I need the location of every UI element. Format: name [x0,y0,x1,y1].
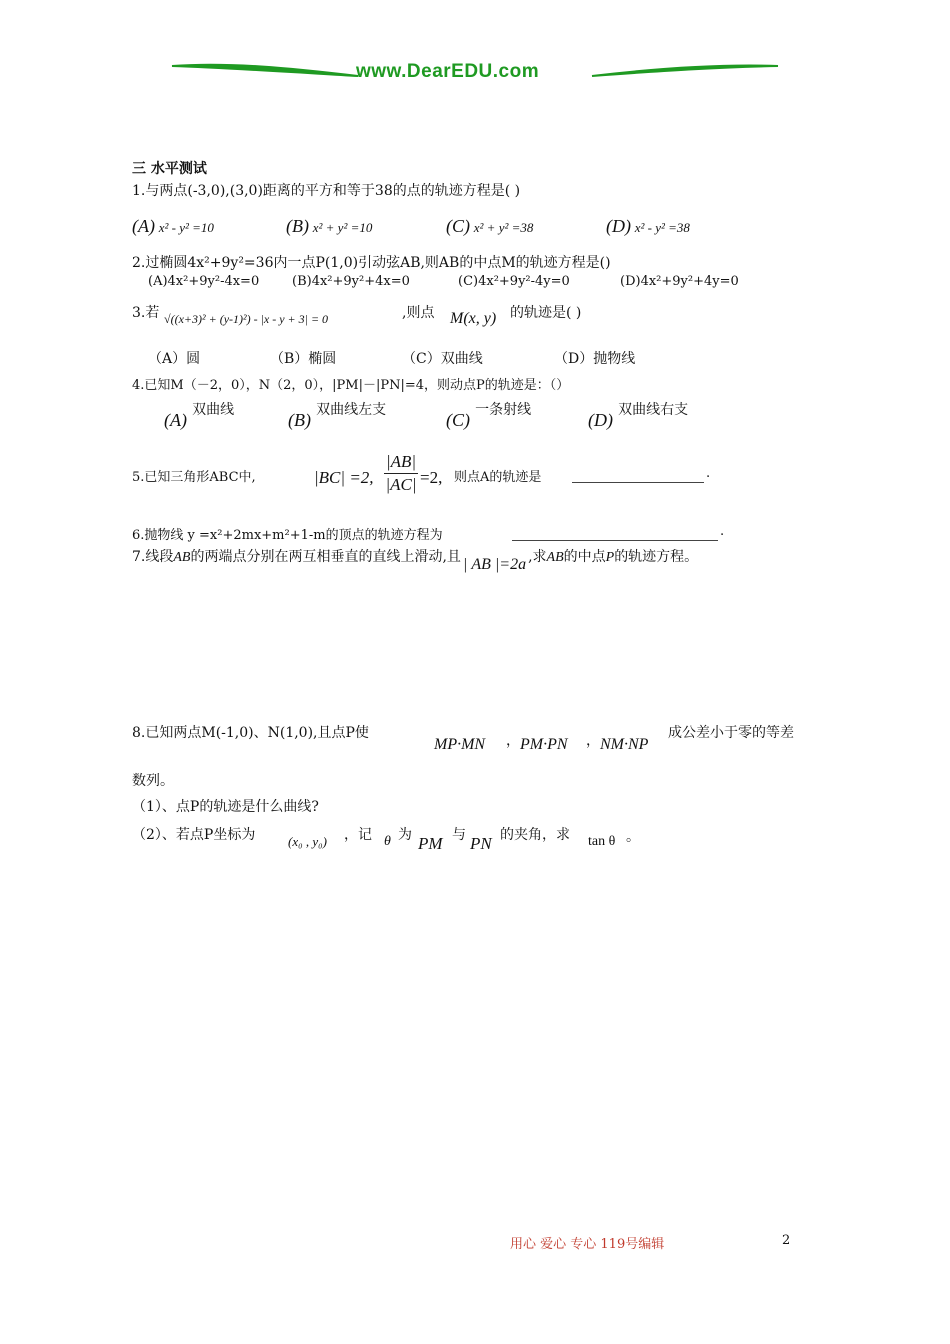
q3-point: M(x, y) [450,310,497,327]
q1-option-d-expr: x² - y² =38 [634,220,690,235]
q7-text-e: 的轨迹方程。 [614,549,699,565]
q4-option-b-text: 双曲线左支 [316,402,387,418]
q8-theta: θ [384,834,391,849]
q3-prefix: 3.若 [132,305,160,321]
q5-frac-denominator: |AC| [385,475,417,494]
q4-option-d-text: 双曲线右支 [618,402,689,418]
q4-option-c [446,398,532,430]
q1-option-a [132,216,214,237]
q5-fraction [384,452,418,495]
q8-text-b: 成公差小于零的等差 [668,725,794,741]
q1-option-c-expr: x² + y² =38 [473,220,534,235]
q7-ab: AB [173,550,191,565]
q5-answer-blank[interactable] [572,466,704,483]
q4-option-b-label: (B) [288,410,311,430]
q2-option-d: (D)4x²+9y²+4y=0 [620,274,739,289]
q3-middle: ,则点 [402,305,435,321]
q5-bc: |BC| =2, [314,468,374,487]
q8-comma-1: ， [506,733,520,749]
q3-option-c: （C）双曲线 [402,351,483,367]
q7-text-d: 的中点 [563,549,606,565]
q4-option-a-text: 双曲线 [192,402,235,418]
q8-sub2-d: 与 [452,827,466,843]
q8-sub2-c: 为 [398,827,412,843]
q2-option-c: (C)4x²+9y²-4y=0 [458,274,570,289]
q7-text-a: 7.线段 [132,549,174,565]
q3-expr: √((x+3)² + (y-1)²) - |x - y + 3| = 0 [164,312,329,326]
q6-end: . [720,524,725,539]
q8-comma-2: ， [586,733,600,749]
q8-text-c: 数列。 [132,773,174,789]
q5-end: . [706,466,711,481]
q8-sub2-f: 。 [626,829,640,845]
q3-option-b: （B）椭圆 [270,351,337,367]
q1-option-b-label: (B) [286,216,309,236]
banner-swoosh-left [170,58,360,82]
q1-text: 1.与两点(-3,0),(3,0)距离的平方和等于38的点的轨迹方程是( ) [132,183,521,199]
q4-option-d-label: (D) [588,410,613,430]
q8-text-a: 8.已知两点M(-1,0)、N(1,0),且点P使 [132,725,369,741]
q1-option-a-label: (A) [132,216,155,236]
q8-sub1: （1）、点P的轨迹是什么曲线? [132,799,319,815]
q7-text-c: ,求 [528,549,547,565]
q8-tan: tan θ [588,834,616,849]
section-title: 三 水平测试 [132,161,207,177]
q2-option-a: (A)4x²+9y²-4x=0 [148,274,260,289]
q2-option-b: (B)4x²+9y²+4x=0 [292,274,410,289]
q4-option-c-text: 一条射线 [475,402,532,418]
footer-text: 用心 爱心 专心 119号编辑 [510,1237,665,1252]
q7-expr: | AB |=2a [462,556,527,573]
banner-swoosh-right [590,58,780,82]
q3-suffix: 的轨迹是( ) [510,305,582,321]
q8-v1: MP·MN [434,736,486,753]
q1-option-c-label: (C) [446,216,470,236]
q1-option-d [606,216,690,237]
q7-line [132,546,699,573]
q8-sub2-a: （2）、若点P坐标为 [132,827,256,843]
q8-sub2-b: ，记 [344,827,372,843]
q4-option-b [288,398,387,430]
q1-option-b [286,216,372,237]
q1-option-c [446,216,533,237]
site-url[interactable]: www.DearEDU.com [356,61,540,82]
q3-option-a: （A）圆 [148,351,201,367]
page-number: 2 [782,1233,791,1248]
q7-ab2: AB [546,550,564,565]
q8-pm: PM [418,834,443,853]
q8-coord: (x₀ , y₀) [288,834,327,849]
q1-option-b-expr: x² + y² =10 [312,220,373,235]
q8-v3: NM·NP [600,736,649,753]
q4-option-a [164,398,235,430]
q4-option-a-label: (A) [164,410,187,430]
q7-text-b: 的两端点分别在两互相垂直的直线上滑动,且 [190,549,461,565]
q7-p: P [605,550,615,565]
q1-option-d-label: (D) [606,216,631,236]
q1-option-a-expr: x² - y² =10 [158,220,214,235]
q8-v2: PM·PN [520,736,568,753]
q8-sub2-e: 的夹角，求 [500,827,570,843]
q6-text: 6.抛物线 y =x²+2mx+m²+1-m的顶点的轨迹方程为 [132,528,443,543]
q8-pn: PN [470,834,492,853]
q4-text: 4.已知M（－2，0），N（2，0），|PM|－|PN|=4，则动点P的轨迹是：（） [132,378,570,393]
q5-frac-numerator: |AB| [384,452,418,474]
q2-text: 2.过椭圆4x²+9y²=36内一点P(1,0)引动弦AB,则AB的中点M的轨迹方程是() [132,255,611,271]
q4-option-c-label: (C) [446,410,470,430]
q3-option-d: （D）抛物线 [554,351,636,367]
q5-after-frac: =2, [420,468,443,487]
q5-suffix: 则点A的轨迹是 [454,470,542,485]
q5-prefix: 5.已知三角形ABC中, [132,470,256,485]
q6-answer-blank[interactable] [512,524,718,541]
q4-option-d [588,398,689,430]
